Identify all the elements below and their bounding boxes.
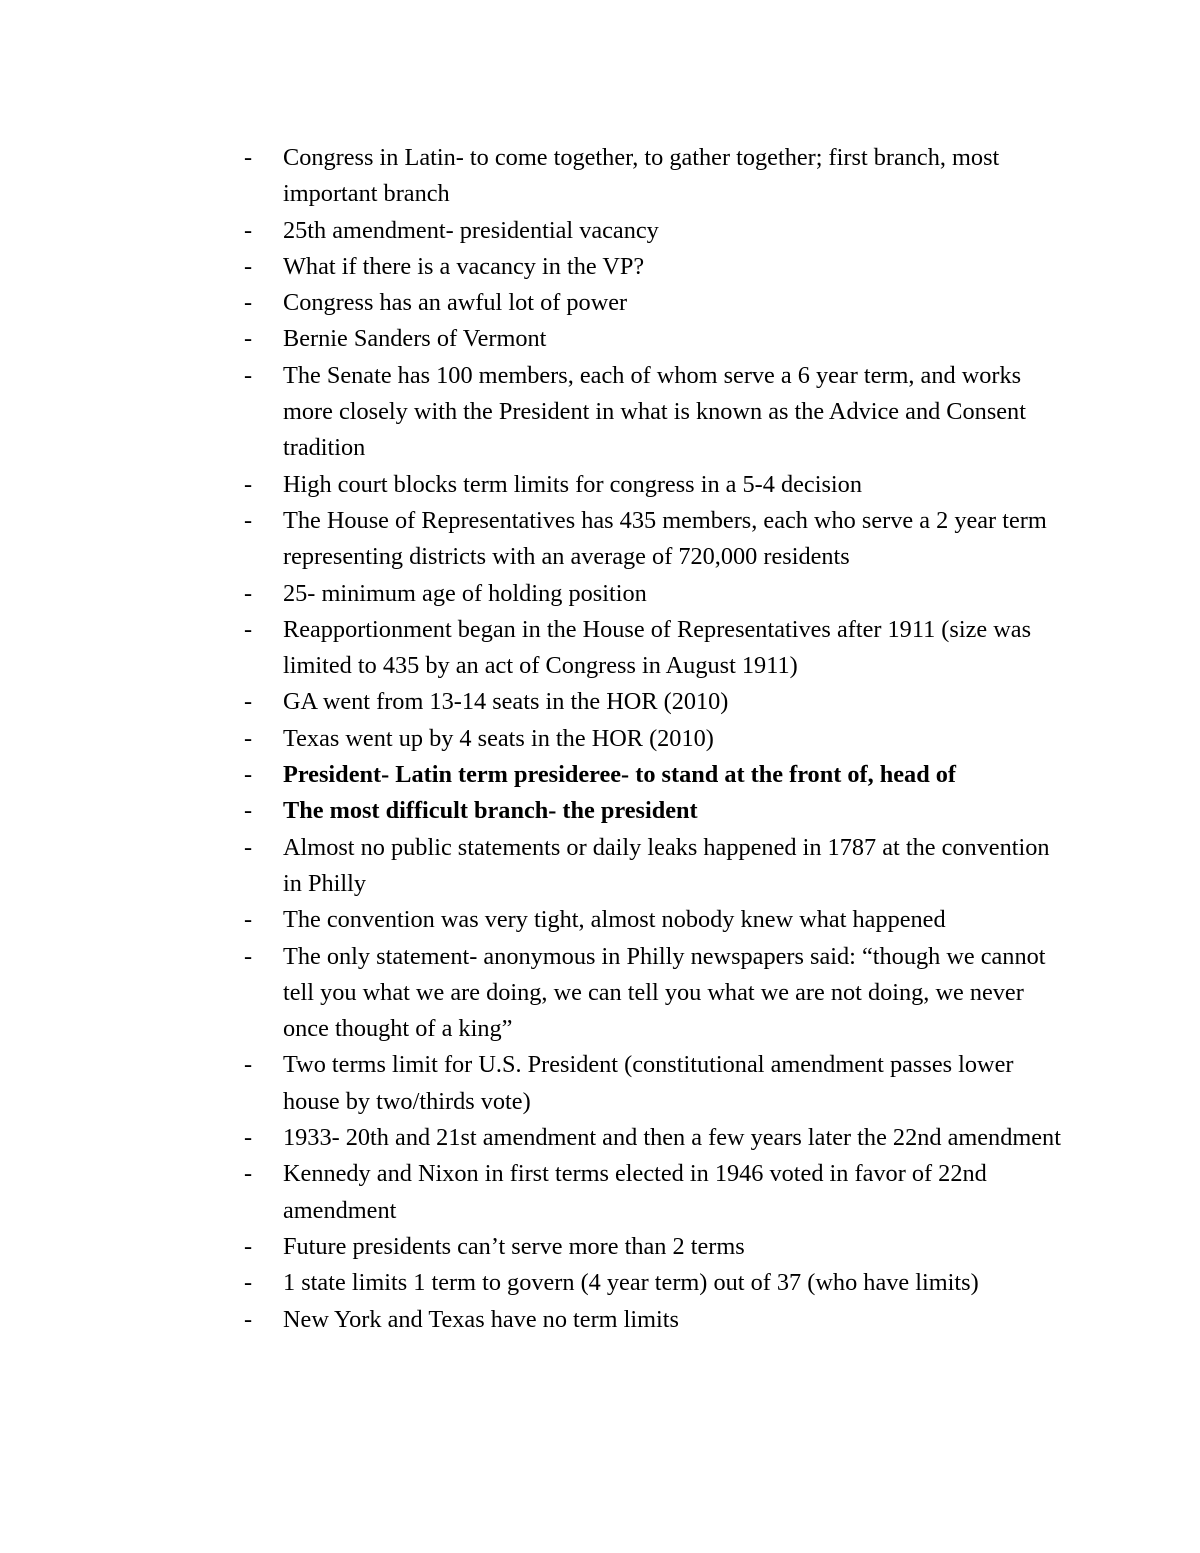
- bullet-dash: -: [244, 1232, 253, 1260]
- notes-list: [244, 140, 1074, 1338]
- list-item: [244, 612, 1074, 685]
- list-item-text: The most difficult branch- the president: [283, 797, 698, 825]
- list-item-text: Congress has an awful lot of power: [283, 289, 628, 317]
- bullet-dash: -: [244, 506, 253, 534]
- bullet-dash: -: [244, 761, 253, 789]
- list-item-text: The convention was very tight, almost nobody knew what happened: [283, 906, 946, 934]
- bullet-dash: -: [244, 252, 253, 280]
- bullet-dash: -: [244, 1051, 253, 1079]
- list-item-text: Kennedy and Nixon in first terms elected in 1946 voted in favor of 22nd amendment: [283, 1160, 987, 1224]
- list-item: [244, 249, 1074, 285]
- list-item-text: Texas went up by 4 seats in the HOR (2010): [283, 724, 714, 752]
- bullet-dash: -: [244, 579, 253, 607]
- bullet-dash: -: [244, 797, 253, 825]
- list-item-text: The House of Representatives has 435 members, each who serve a 2 year term representing districts with an average of 720,000 residents: [283, 506, 1047, 571]
- list-item: [244, 285, 1074, 321]
- bullet-dash: -: [244, 361, 253, 389]
- list-item-text: Almost no public statements or daily leaks happened in 1787 at the convention in Philly: [283, 833, 1050, 897]
- list-item: [244, 1047, 1074, 1120]
- list-item: [244, 467, 1074, 503]
- list-item: [244, 793, 1074, 829]
- list-item-text: The only statement- anonymous in Philly newspapers said: “though we cannot tell you what we are doing, we can tell you what we are not doing, we never once thought of a king”: [283, 942, 1046, 1043]
- list-item: [244, 902, 1074, 938]
- list-item-text: President- Latin term presideree- to stand at the front of, head of: [283, 761, 957, 789]
- bullet-dash: -: [244, 1269, 253, 1297]
- list-item-text: 25- minimum age of holding position: [283, 579, 647, 607]
- list-item: [244, 1156, 1074, 1229]
- list-item-text: Congress in Latin- to come together, to gather together; first branch, most important branch: [283, 144, 1000, 208]
- list-item: [244, 1265, 1074, 1301]
- list-item-text: The Senate has 100 members, each of whom serve a 6 year term, and works more closely with the President in what is known as the Advice and Consent tradition: [283, 361, 1026, 462]
- list-item-text: Bernie Sanders of Vermont: [283, 325, 547, 353]
- list-item: [244, 213, 1074, 249]
- bullet-dash: -: [244, 325, 253, 353]
- list-item: [244, 1229, 1074, 1265]
- list-item: [244, 939, 1074, 1048]
- list-item-text: Reapportionment began in the House of Representatives after 1911 (size was limited to 435 by an act of Congress in August 1911): [283, 615, 1032, 680]
- bullet-dash: -: [244, 615, 253, 643]
- list-item-text: High court blocks term limits for congress in a 5-4 decision: [283, 470, 862, 498]
- list-item-text: 1933- 20th and 21st amendment and then a few years later the 22nd amendment: [283, 1124, 1061, 1152]
- bullet-dash: -: [244, 289, 253, 317]
- list-item-text: What if there is a vacancy in the VP?: [283, 252, 645, 280]
- list-item-text: Two terms limit for U.S. President (constitutional amendment passes lower house by two/thirds vote): [283, 1051, 1014, 1115]
- list-item: [244, 1302, 1074, 1338]
- list-item-text: GA went from 13-14 seats in the HOR (2010): [283, 688, 729, 716]
- bullet-dash: -: [244, 144, 253, 171]
- list-item: [244, 830, 1074, 903]
- bullet-dash: -: [244, 1305, 253, 1333]
- list-item: [244, 757, 1074, 793]
- list-item-text: Future presidents can’t serve more than 2 terms: [283, 1232, 745, 1260]
- bullet-dash: -: [244, 724, 253, 752]
- list-item: [244, 503, 1074, 576]
- list-item-text: 1 state limits 1 term to govern (4 year term) out of 37 (who have limits): [283, 1269, 979, 1297]
- bullet-dash: -: [244, 1124, 253, 1152]
- list-item: [244, 140, 1074, 213]
- bullet-dash: -: [244, 216, 253, 244]
- list-item: [244, 684, 1074, 720]
- bullet-dash: -: [244, 470, 253, 498]
- bullet-dash: -: [244, 1160, 253, 1188]
- list-item: [244, 358, 1074, 467]
- list-item: [244, 321, 1074, 357]
- list-item-text: New York and Texas have no term limits: [283, 1305, 679, 1333]
- list-item: [244, 1120, 1074, 1156]
- bullet-dash: -: [244, 942, 253, 970]
- list-item: [244, 576, 1074, 612]
- list-item-text: 25th amendment- presidential vacancy: [283, 216, 659, 244]
- list-item: [244, 721, 1074, 757]
- bullet-dash: -: [244, 688, 253, 716]
- bullet-dash: -: [244, 833, 253, 861]
- bullet-dash: -: [244, 906, 253, 934]
